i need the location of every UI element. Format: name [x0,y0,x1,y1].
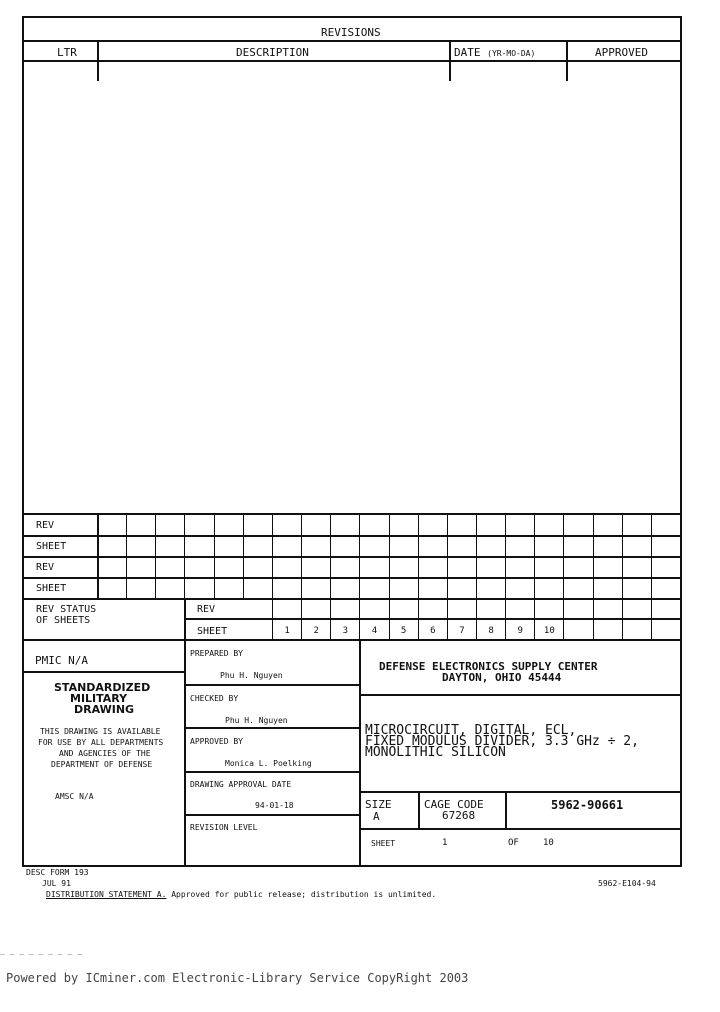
rev-sheet-cell [505,535,534,557]
watermark: Powered by ICminer.com Electronic-Library Service CopyRight 2003 [6,971,469,985]
rev-status-cell [505,598,534,619]
rev-sheet-cell [359,578,388,600]
form-code: 5962-E104-94 [598,879,656,888]
rev-sheet-cell [214,556,243,578]
rev-status-cell [651,598,680,619]
amsc: AMSC N/A [55,792,94,801]
sheet-number-cell: 5 [389,619,418,640]
rev-sheet-cell [534,578,563,600]
rev-sheet-cell [593,535,622,557]
rev-sheet-cell [126,513,155,535]
sheet-number-cell: 3 [330,619,359,640]
rev-status-cell [389,598,418,619]
rev-status-rev-label: REV [197,604,216,615]
rev-sheet-cell [563,578,592,600]
rev-sheet-cell [184,535,213,557]
rev-status-cell [447,598,476,619]
agency-line1: DEFENSE ELECTRONICS SUPPLY CENTER [379,660,598,673]
rev-sheet-cell [243,513,272,535]
rev-status-label: REV STATUS [36,604,97,615]
rev-sheet-cell [301,578,330,600]
rev-sheet-cell [214,578,243,600]
rev-sheet-cell [622,556,651,578]
availability-line4: DEPARTMENT OF DEFENSE [51,760,153,769]
rev-sheet-cell [359,513,388,535]
checked-by-label: CHECKED BY [190,694,239,703]
sheet-number-cell [563,619,592,640]
rev-sheet-cell [214,535,243,557]
prepared-by-value: Phu H. Nguyen [220,671,283,680]
rev-sheet-cell [330,513,359,535]
rev-sheet-cell [272,556,301,578]
rev-sheet-cell [243,535,272,557]
rev-sheet-cell [622,535,651,557]
pmic: PMIC N/A [35,654,88,667]
approved-by-value: Monica L. Poelking [225,759,312,768]
size-value: A [373,810,380,823]
sheet-label: SHEET [371,839,396,848]
rev-sheet-cell [272,513,301,535]
rev-sheet-cell [447,535,476,557]
rev-sheet-cell [534,513,563,535]
size-label: SIZE [365,798,392,811]
rev-sheet-cell [418,513,447,535]
rev-sheet-cell [447,556,476,578]
rev-sheet-cell [651,578,680,600]
rev-sheet-cell [622,578,651,600]
sheet-number-cell [622,619,651,640]
rev-sheet-cell [622,513,651,535]
rev-sheet-cell [534,535,563,557]
sheet-total: 10 [543,838,554,848]
sheet-number-cell: 4 [359,619,388,640]
distribution-text: Approved for public release; distribution is unlimited. [166,890,437,899]
rev-sheet-cell [126,535,155,557]
approved-by-label: APPROVED BY [190,737,243,746]
standardized-line3: DRAWING [74,703,135,716]
of-sheets-label: OF SHEETS [36,615,91,626]
sheet-number-cell: 2 [301,619,330,640]
rev-sheet-cell [155,535,184,557]
rev-status-cell [593,598,622,619]
rev-sheet-cell [97,578,126,600]
sheet-number-cell: 7 [447,619,476,640]
rev-sheet-cell [359,535,388,557]
form-date: JUL 91 [42,879,71,888]
form-number: DESC FORM 193 [26,868,89,877]
rev-sheet-cell [97,513,126,535]
distribution-label: DISTRIBUTION STATEMENT A. [46,890,167,899]
rev-sheet-cell [563,535,592,557]
document-number: 5962-90661 [551,798,624,812]
rev-sheet-cell [447,578,476,600]
rev-sheet-cell [505,556,534,578]
rev-sheet-cell [476,556,505,578]
rev-status-cell [563,598,592,619]
rev-sheet-cell [301,513,330,535]
rev-sheet-cell [330,578,359,600]
rev-sheet-cell [593,556,622,578]
rev-sheet-cell [418,578,447,600]
checked-by-value: Phu H. Nguyen [225,716,288,725]
prepared-by-label: PREPARED BY [190,649,243,658]
rev-sheet-cell [330,535,359,557]
rev-sheet-cell [301,556,330,578]
rev-status-grid [272,598,680,639]
approval-date-label: DRAWING APPROVAL DATE [190,780,292,789]
sheet-number-cell: 1 [272,619,301,640]
approval-date-value: 94-01-18 [255,801,294,810]
rev-sheet-cell [418,535,447,557]
title-line3: MONOLITHIC SILICON [365,745,506,760]
sheet-number-cell: 6 [418,619,447,640]
sheet-row-label: SHEET [36,583,67,594]
rev-status-cell [272,598,301,619]
rev-sheet-cell [563,556,592,578]
rev-sheet-cell [651,513,680,535]
rev-sheet-cell [651,556,680,578]
rev-sheet-cell [155,556,184,578]
rev-sheet-cell [97,535,126,557]
rev-status-cell [301,598,330,619]
rev-sheet-cell [184,513,213,535]
rev-sheet-cell [155,578,184,600]
cage-code-value: 67268 [442,809,476,822]
rev-status-sheet-label: SHEET [197,626,228,637]
rev-status-cell [534,598,563,619]
rev-sheet-cell [389,556,418,578]
rev-status-cell [359,598,388,619]
rev-sheet-cell [272,535,301,557]
sheet-current: 1 [442,838,448,848]
rev-sheet-cell [155,513,184,535]
rev-sheet-cell [593,513,622,535]
col-approved: APPROVED [595,46,648,59]
revisions-title: REVISIONS [321,26,381,39]
availability-line1: THIS DRAWING IS AVAILABLE [40,727,161,736]
sheet-number-cell: 10 [534,619,563,640]
rev-sheet-cell [184,556,213,578]
rev-sheet-cell [97,556,126,578]
rev-sheet-cell [534,556,563,578]
rev-sheet-cell [593,578,622,600]
col-description: DESCRIPTION [236,46,309,59]
rev-sheet-cell [476,578,505,600]
sheet-number-cell: 8 [476,619,505,640]
rev-sheet-cell [418,556,447,578]
rev-sheet-cell [243,578,272,600]
rev-row-label: REV [36,520,55,531]
sheet-number-cell: 9 [505,619,534,640]
sheet-number-cell [593,619,622,640]
rev-sheet-cell [651,535,680,557]
sheet-number-cell [651,619,680,640]
rev-status-cell [418,598,447,619]
rev-sheet-cell [359,556,388,578]
rev-sheet-cell [126,556,155,578]
rev-sheet-cell [447,513,476,535]
rev-sheet-cell [301,535,330,557]
title-line2: FIXED MODULUS DIVIDER, 3.3 GHz ÷ 2, [365,734,639,749]
rev-sheet-cell [184,578,213,600]
rev-sheet-cell [243,556,272,578]
rev-status-cell [476,598,505,619]
col-ltr: LTR [57,46,77,59]
rev-sheet-cell [389,578,418,600]
rev-status-cell [622,598,651,619]
standardized-line2: MILITARY [70,692,128,705]
rev-sheet-cell [505,578,534,600]
agency-line2: DAYTON, OHIO 45444 [442,671,562,684]
rev-row-label: REV [36,562,55,573]
rev-sheet-cell [330,556,359,578]
sheet-of-label: OF [508,838,519,848]
revision-level-label: REVISION LEVEL [190,823,258,832]
availability-line2: FOR USE BY ALL DEPARTMENTS [38,738,164,747]
rev-sheet-cell [389,513,418,535]
standardized-line1: STANDARDIZED [54,681,151,694]
col-date: DATE (YR-MO-DA) [454,46,536,59]
footer-dashes: _ _ _ _ _ _ _ _ _ [0,946,82,955]
rev-sheet-cell [563,513,592,535]
rev-sheet-cell [505,513,534,535]
sheet-row-label: SHEET [36,541,67,552]
rev-sheet-cell [476,513,505,535]
rev-sheet-cell [126,578,155,600]
rev-sheet-grid [97,513,680,599]
title-line1: MICROCIRCUIT, DIGITAL, ECL, [365,723,577,738]
rev-sheet-cell [476,535,505,557]
rev-sheet-cell [272,578,301,600]
distribution-statement [46,890,436,899]
rev-status-cell [330,598,359,619]
rev-sheet-cell [214,513,243,535]
rev-sheet-cell [389,535,418,557]
cage-code-label: CAGE CODE [424,798,484,811]
availability-line3: AND AGENCIES OF THE [59,749,151,758]
